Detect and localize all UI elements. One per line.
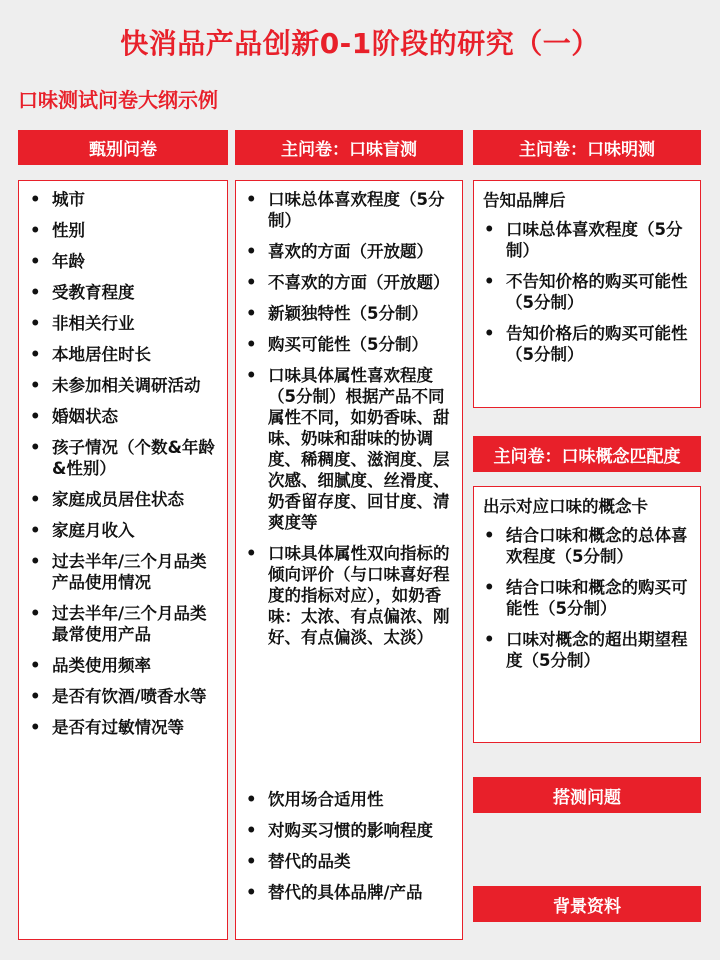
list-item: • 非相关行业	[52, 313, 219, 334]
list-item: • 新颖独特性（5分制）	[268, 303, 452, 324]
screening-list	[19, 181, 227, 738]
list-item: • 口味具体属性喜欢程度（5分制）根据产品不同属性不同，如奶香味、甜味、奶味和甜味的协调度、稀稠度、滋润度、层次感、细腻度、丝滑度、奶香留存度、回甘度、清爽度等	[268, 365, 452, 533]
list-item: • 替代的品类	[268, 851, 433, 872]
open-test-list	[474, 211, 700, 365]
open-test-header: 主问卷：口味明测	[473, 130, 701, 165]
list-item: • 孩子情况（个数&年龄&性别）	[52, 437, 219, 479]
open-test-lead: 告知品牌后	[483, 191, 566, 210]
screening-box	[18, 180, 228, 940]
list-item: • 是否有过敏情况等	[52, 717, 219, 738]
list-item: • 过去半年/三个月品类最常使用产品	[52, 603, 219, 645]
list-item: • 喜欢的方面（开放题）	[268, 241, 452, 262]
concept-match-header: 主问卷：口味概念匹配度	[473, 436, 701, 472]
list-item: • 口味对概念的超出期望程度（5分制）	[506, 629, 690, 671]
list-item: • 品类使用频率	[52, 655, 219, 676]
list-item: • 饮用场合适用性	[268, 789, 433, 810]
screening-header: 甄别问卷	[18, 130, 228, 165]
list-item: • 对购买习惯的影响程度	[268, 820, 433, 841]
list-item: • 家庭月收入	[52, 520, 219, 541]
list-item: • 结合口味和概念的购买可能性（5分制）	[506, 577, 690, 619]
list-item: • 替代的具体品牌/产品	[268, 882, 433, 903]
list-item: • 不喜欢的方面（开放题）	[268, 272, 452, 293]
list-item: • 受教育程度	[52, 282, 219, 303]
list-item: • 年龄	[52, 251, 219, 272]
list-item: • 性别	[52, 220, 219, 241]
list-item: • 本地居住时长	[52, 344, 219, 365]
page-title: 快消品产品创新0-1阶段的研究（一）	[120, 27, 600, 60]
blind-test-list	[236, 181, 462, 648]
list-item: • 未参加相关调研活动	[52, 375, 219, 396]
piggyback-questions-header: 搭测问题	[473, 777, 701, 813]
blind-test-list-secondary	[236, 789, 443, 913]
list-item: • 是否有饮酒/喷香水等	[52, 686, 219, 707]
concept-match-list	[474, 517, 700, 671]
list-item: • 不告知价格的购买可能性（5分制）	[506, 271, 690, 313]
list-item: • 过去半年/三个月品类产品使用情况	[52, 551, 219, 593]
list-item: • 告知价格后的购买可能性（5分制）	[506, 323, 690, 365]
open-test-box	[473, 180, 701, 408]
list-item: • 家庭成员居住状态	[52, 489, 219, 510]
list-item: • 口味具体属性双向指标的倾向评价（与口味喜好程度的指标对应），如奶香味：太浓、有点偏浓、刚好、有点偏淡、太淡）	[268, 543, 452, 648]
concept-match-box	[473, 486, 701, 743]
list-item: • 口味总体喜欢程度（5分制）	[268, 189, 452, 231]
list-item: • 口味总体喜欢程度（5分制）	[506, 219, 690, 261]
blind-test-header: 主问卷：口味盲测	[235, 130, 463, 165]
list-item: • 城市	[52, 189, 219, 210]
list-item: • 结合口味和概念的总体喜欢程度（5分制）	[506, 525, 690, 567]
list-item: • 婚姻状态	[52, 406, 219, 427]
page-subtitle: 口味测试问卷大纲示例	[18, 88, 218, 112]
blind-test-box	[235, 180, 463, 940]
background-info-header: 背景资料	[473, 886, 701, 922]
concept-match-lead: 出示对应口味的概念卡	[483, 497, 648, 516]
list-item: • 购买可能性（5分制）	[268, 334, 452, 355]
